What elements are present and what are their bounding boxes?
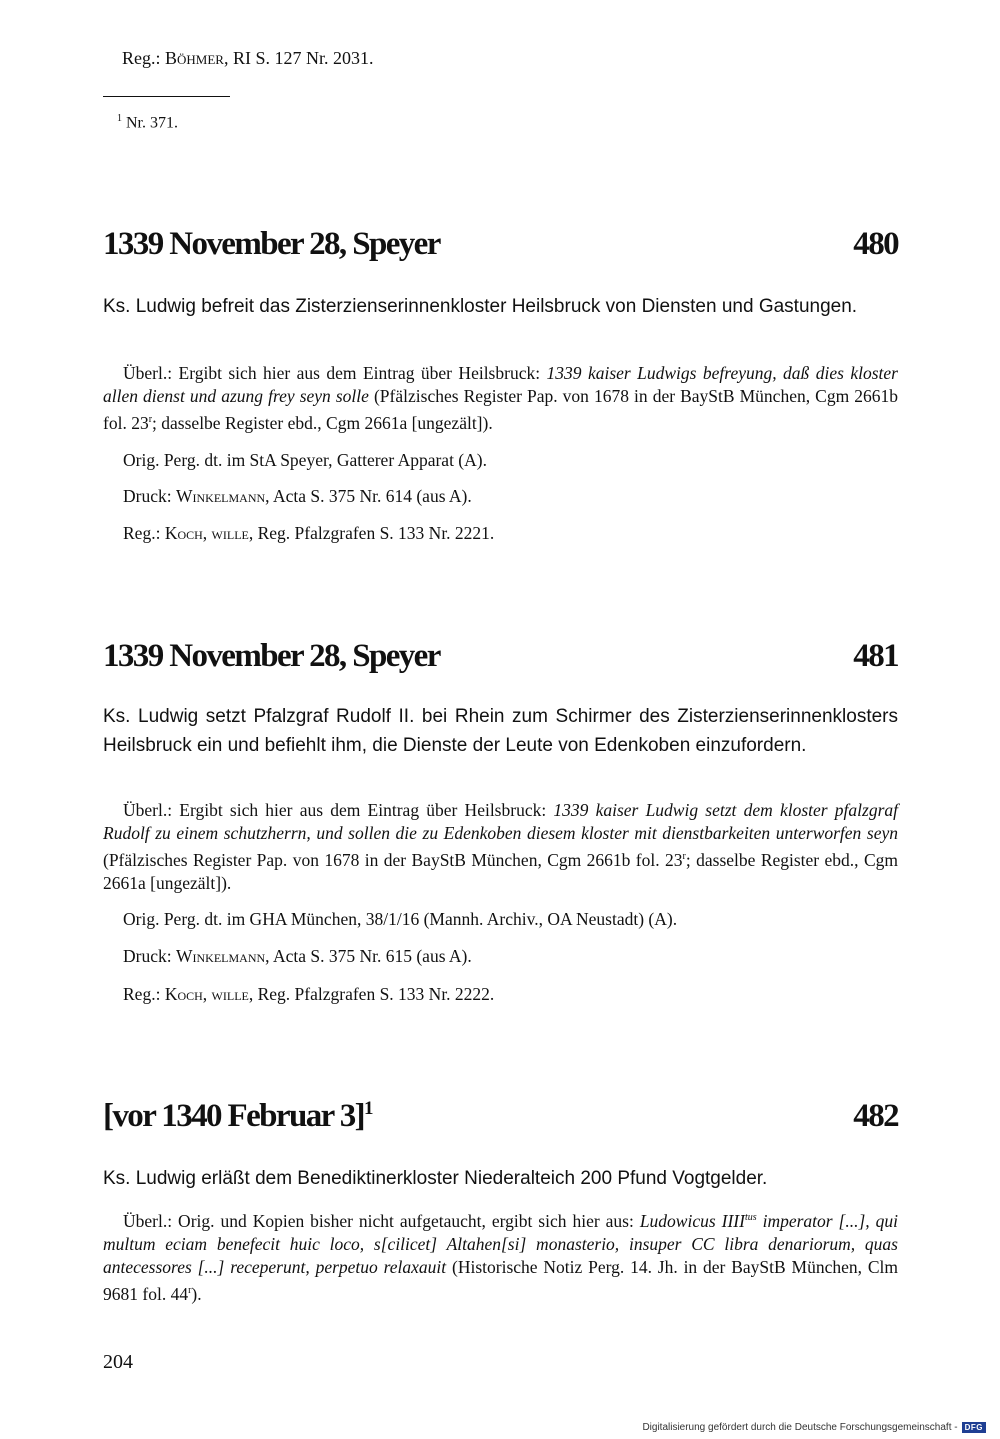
footnote-divider <box>103 96 230 97</box>
ueberl-source: (Pfälzisches Register Pap. von 1678 in der BayStB München, Cgm 2661b fol. 23 <box>103 386 898 433</box>
footnote-reference: 1 <box>364 1098 372 1119</box>
orig-481: Orig. Perg. dt. im GHA München, 38/1/16 (Mannh. Archiv., OA Neustadt) (A). <box>123 909 678 929</box>
ueberl-source-cont: ). <box>191 1283 202 1304</box>
ueberl-quote: 1339 kaiser Ludwig setzt dem kloster pfalzgraf Rudolf zu einem schutzherrn, und sollen die zu Edenkoben diesem kloster mit dienstbarkeiten unterworfen seyn <box>103 800 898 843</box>
druck-rest: , Acta S. 375 Nr. 614 (aus A). <box>265 486 472 506</box>
ueberl-source-cont: ; dasselbe Register ebd., Cgm 2661a [ungezält]). <box>152 412 493 433</box>
ueberlieferung-482 <box>103 1206 898 1306</box>
footer-credit <box>642 1422 986 1433</box>
reg-author: Koch, wille <box>164 523 249 543</box>
dfg-logo: DFG <box>962 1422 986 1433</box>
reg-author: Böhmer <box>165 48 224 68</box>
entry-heading-482 <box>103 1098 898 1135</box>
ueberl-quote-cont: imperator [...], qui multum eciam benefecit huic loco, s[cilicet] Altahen[si] monasterio, insuper CC libra denariorum, quas antecessores [...] receperunt, perpetuo relaxauit <box>103 1210 898 1277</box>
entry-summary-482: Ks. Ludwig erläßt dem Benediktinerkloster Niederalteich 200 Pfund Vogtgelder. <box>103 1168 768 1189</box>
entry-number: 480 <box>853 226 898 262</box>
entry-summary-480: Ks. Ludwig befreit das Zisterzienserinnenkloster Heilsbruck von Diensten und Gastungen. <box>103 296 858 317</box>
entry-heading-480 <box>103 226 898 263</box>
entry-date-wrap <box>103 1098 372 1135</box>
reg-prefix: Reg.: <box>123 984 165 1004</box>
ueberl-source: (Pfälzisches Register Pap. von 1678 in der BayStB München, Cgm 2661b fol. 23 <box>103 849 683 870</box>
entry-heading-481 <box>103 638 898 675</box>
folio-recto-mark: r <box>188 1284 192 1296</box>
druck-rest: , Acta S. 375 Nr. 615 (aus A). <box>265 946 472 966</box>
top-regest-line <box>122 48 373 69</box>
footnote-text: Nr. 371. <box>122 114 178 132</box>
ueberlieferung-480 <box>103 362 898 435</box>
footer-text: Digitalisierung gefördert durch die Deutsche Forschungsgemeinschaft - <box>642 1422 958 1433</box>
quote-superscript: tus <box>744 1212 757 1223</box>
entry-number: 482 <box>853 1098 898 1134</box>
ueberl-quote: 1339 kaiser Ludwigs befreyung, daß dies kloster allen dienst und azung frey seyn solle <box>103 363 898 406</box>
footnote <box>117 113 178 132</box>
reg-author: Koch, wille <box>164 984 249 1004</box>
ueberl-source-cont: ; dasselbe Register ebd., Cgm 2661a [ungezält]). <box>103 849 898 893</box>
orig-480: Orig. Perg. dt. im StA Speyer, Gatterer Apparat (A). <box>123 450 487 470</box>
reg-rest: , Reg. Pfalzgrafen S. 133 Nr. 2222. <box>248 984 495 1004</box>
entry-summary-481: Ks. Ludwig setzt Pfalzgraf Rudolf II. bei Rhein zum Schirmer des Zisterzienserinnenklosters Heilsbruck ein und befiehlt ihm, die Dienste der Leute von Edenkoben einzufordern. <box>103 706 898 756</box>
reg-prefix: Reg.: <box>122 48 165 68</box>
ueberl-quote: Ludowicus IIII <box>639 1210 745 1231</box>
druck-481 <box>123 946 472 967</box>
druck-prefix: Druck: <box>123 486 176 506</box>
druck-author: Winkelmann <box>175 486 266 506</box>
folio-recto-mark: r <box>682 851 686 862</box>
reg-481 <box>123 984 494 1005</box>
ueberl-intro: Überl.: Ergibt sich hier aus dem Eintrag über Heilsbruck: <box>123 363 547 383</box>
ueberlieferung-481 <box>103 799 898 895</box>
reg-prefix: Reg.: <box>123 523 165 543</box>
ueberl-source: (Historische Notiz Perg. 14. Jh. in der BayStB München, Clm 9681 fol. 44 <box>103 1256 898 1304</box>
reg-rest: , Reg. Pfalzgrafen S. 133 Nr. 2221. <box>248 523 495 543</box>
folio-recto-mark: r <box>148 414 153 425</box>
page-number: 204 <box>103 1351 133 1373</box>
ueberl-intro: Überl.: Orig. und Kopien bisher nicht aufgetaucht, ergibt sich hier aus: <box>123 1210 640 1231</box>
entry-date: 1339 November 28, Speyer <box>103 226 440 262</box>
druck-author: Winkelmann <box>175 946 266 966</box>
druck-480 <box>123 486 472 507</box>
druck-prefix: Druck: <box>123 946 176 966</box>
entry-number: 481 <box>853 638 898 674</box>
footnote-mark: 1 <box>117 113 122 124</box>
reg-480 <box>123 523 494 544</box>
reg-rest: , RI S. 127 Nr. 2031. <box>223 48 374 68</box>
ueberl-intro: Überl.: Ergibt sich hier aus dem Eintrag über Heilsbruck: <box>123 800 554 820</box>
entry-date: [vor 1340 Februar 3] <box>103 1098 364 1134</box>
entry-date: 1339 November 28, Speyer <box>103 638 440 674</box>
